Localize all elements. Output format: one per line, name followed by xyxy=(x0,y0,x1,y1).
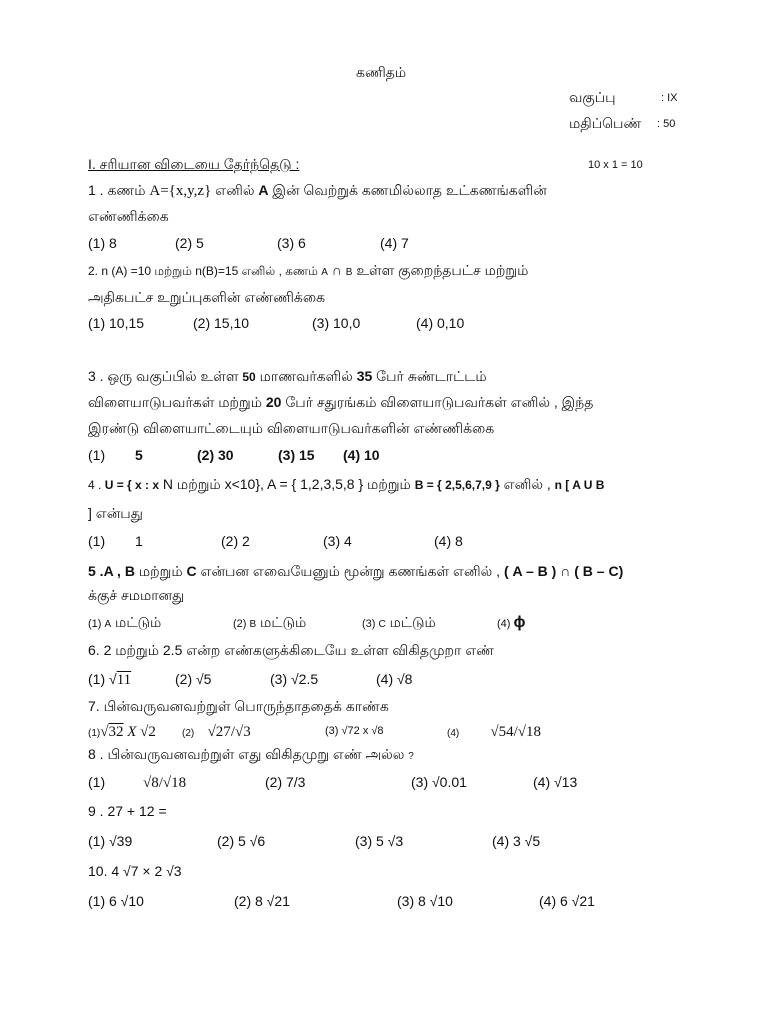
q4-option-1-value: 1 xyxy=(135,533,143,549)
q10-option-1: (1) 6 √10 xyxy=(88,893,144,909)
question-9-line-1: 9 . 27 + 12 = xyxy=(88,803,167,819)
q7-option-1: (1)√32 X √2 xyxy=(88,724,156,740)
question-5-line-2: க்குச் சமமானது xyxy=(88,587,185,603)
q4-set-b: B = { 2,5,6,7,9 } xyxy=(414,478,500,492)
marks-label: மதிப்பெண் xyxy=(569,115,642,131)
q3-num-50: 50 xyxy=(242,370,256,384)
q2-text: உள்ள குறைந்தபட்ச மற்றும் xyxy=(352,262,529,278)
section-score: 10 x 1 = 10 xyxy=(588,159,643,171)
q4-union: n [ A U B xyxy=(554,478,605,492)
q3-num-35: 35 xyxy=(356,368,373,384)
q3-option-1-value: 5 xyxy=(135,447,143,463)
q5-sets-ab: A , B xyxy=(103,563,135,579)
q1-option-2: (2) 5 xyxy=(175,235,204,251)
q6-option-4: (4) √8 xyxy=(376,671,413,687)
question-2-line-2: அதிகபட்ச உறுப்புகளின் எண்ணிக்கை xyxy=(88,289,326,305)
q8-option-3: (3) √0.01 xyxy=(411,774,467,790)
q3-text-2: பேர் சுண்டாட்டம் xyxy=(372,368,487,384)
class-value: : IX xyxy=(661,92,678,104)
q9-option-2: (2) 5 √6 xyxy=(217,833,266,849)
q10-option-3: (3) 8 √10 xyxy=(397,893,453,909)
q5-option-3: (3) C மட்டும் xyxy=(362,614,436,630)
question-7-line-1: 7. பின்வருவனவற்றுள் பொருந்தாததைக் காண்க xyxy=(88,698,389,714)
question-8-line-1: 8 . பின்வருவனவற்றுள் எது விகிதமுறு எண் அல்ல ? xyxy=(88,746,414,762)
q1-set: A={x,y,z} xyxy=(149,183,212,199)
q9-option-3: (3) 5 √3 xyxy=(355,833,404,849)
q4-option-2: (2) 2 xyxy=(221,533,250,549)
q5-option-2: (2) B மட்டும் xyxy=(233,614,307,630)
question-10-line-1: 10. 4 √7 × 2 √3 xyxy=(88,863,182,879)
q8-option-1-label: (1) xyxy=(88,774,106,790)
q10-option-2: (2) 8 √21 xyxy=(234,893,290,909)
q1-text: எனில் xyxy=(211,182,259,198)
q3-option-3: (3) 15 xyxy=(278,447,315,463)
q7-option-3: (3) √72 x √8 xyxy=(325,725,384,737)
question-5-line-1 xyxy=(88,563,623,582)
q2-option-2: (2) 15,10 xyxy=(193,315,250,331)
q2-var-b: B xyxy=(345,267,353,278)
q10-option-4: (4) 6 √21 xyxy=(539,893,595,909)
question-3-line-1 xyxy=(88,368,487,387)
q4-text: N மற்றும் x<10}, A = { 1,2,3,5,8 } மற்றும் xyxy=(159,476,415,492)
q9-option-1: (1) √39 xyxy=(88,833,133,849)
q1-var: A xyxy=(258,182,269,198)
q8-option-4: (4) √13 xyxy=(533,774,578,790)
question-3-line-2 xyxy=(88,394,593,413)
q2-var-a: A xyxy=(321,267,328,278)
q5-option-4: (4) ϕ xyxy=(497,614,526,631)
page-title: கணிதம் xyxy=(356,64,407,80)
q5-set-c: C xyxy=(186,563,197,579)
q3-option-2: (2) 30 xyxy=(197,447,234,463)
q5-text-2: என்பன எவையேனும் மூன்று கணங்கள் எனில் , xyxy=(196,563,504,579)
q6-option-2: (2) √5 xyxy=(175,671,212,687)
q8-option-2: (2) 7/3 xyxy=(265,774,306,790)
q3-line2-text: விளையாடுபவர்கள் மற்றும் xyxy=(88,394,266,410)
q9-option-4: (4) 3 √5 xyxy=(492,833,541,849)
question-4-line-1 xyxy=(88,476,604,495)
question-4-line-2: ] என்பது xyxy=(88,505,143,521)
q3-text: மாணவர்களில் xyxy=(255,368,357,384)
q3-prefix: 3 . ஒரு வகுப்பில் உள்ள xyxy=(88,368,243,384)
q8-option-1-value: √8/√18 xyxy=(143,775,187,791)
q7-option-2: (2) √27/√3 xyxy=(182,724,251,740)
q5-prefix: 5 . xyxy=(88,563,104,579)
class-label: வகுப்பு xyxy=(569,89,616,105)
q5-text: மற்றும் xyxy=(134,563,187,579)
q4-universal-set: U = { x : x xyxy=(104,478,160,492)
q1-option-4: (4) 7 xyxy=(380,235,409,251)
marks-value: : 50 xyxy=(657,118,676,130)
q3-option-1-label: (1) xyxy=(88,447,106,463)
q2-prefix: 2. n (A) =10 மற்றும் n(B)=15 எனில் , கணம் xyxy=(88,264,322,278)
question-3-line-3: இரண்டு விளையாட்டையும் விளையாடுபவர்களின் எண்ணிக்கை xyxy=(88,420,495,436)
q3-num-20: 20 xyxy=(265,394,282,410)
q1-text-2: இன் வெற்றுக் கணமில்லாத உட்கணங்களின் xyxy=(268,182,547,198)
q4-prefix: 4 . xyxy=(88,478,105,492)
q2-intersect: ∩ xyxy=(327,262,346,278)
q2-option-3: (3) 10,0 xyxy=(312,315,361,331)
q7-option-4: (4) √54/√18 xyxy=(447,724,541,740)
q1-option-1: (1) 8 xyxy=(88,235,117,251)
section-heading: I. சரியான விடையை தேர்ந்தெடு : xyxy=(88,156,300,172)
q4-text-2: எனில் , xyxy=(499,476,555,492)
q5-expression: ( A – B ) ∩ ( B – C) xyxy=(503,563,624,579)
q6-option-3: (3) √2.5 xyxy=(270,671,319,687)
question-6-line-1: 6. 2 மற்றும் 2.5 என்ற எண்களுக்கிடையே உள்ள விகிதமுறா எண் xyxy=(88,642,494,658)
q3-option-4: (4) 10 xyxy=(343,447,380,463)
q2-option-4: (4) 0,10 xyxy=(416,315,465,331)
question-2-line-1 xyxy=(88,262,528,281)
q5-option-1: (1) A மட்டும் xyxy=(88,614,162,630)
q4-option-4: (4) 8 xyxy=(434,533,463,549)
q4-option-1-label: (1) xyxy=(88,533,106,549)
q1-prefix: 1 . கணம் xyxy=(88,182,150,198)
phi-symbol: ϕ xyxy=(513,614,526,631)
q6-option-1: (1) √11 xyxy=(88,671,132,688)
q3-line2-text-2: பேர் சதுரங்கம் விளையாடுபவர்கள் எனில் , இந்த xyxy=(281,394,594,410)
q4-option-3: (3) 4 xyxy=(323,533,352,549)
q2-option-1: (1) 10,15 xyxy=(88,315,145,331)
question-1-line-1 xyxy=(88,182,547,201)
question-1-line-2: எண்ணிக்கை xyxy=(88,208,169,224)
q1-option-3: (3) 6 xyxy=(277,235,306,251)
